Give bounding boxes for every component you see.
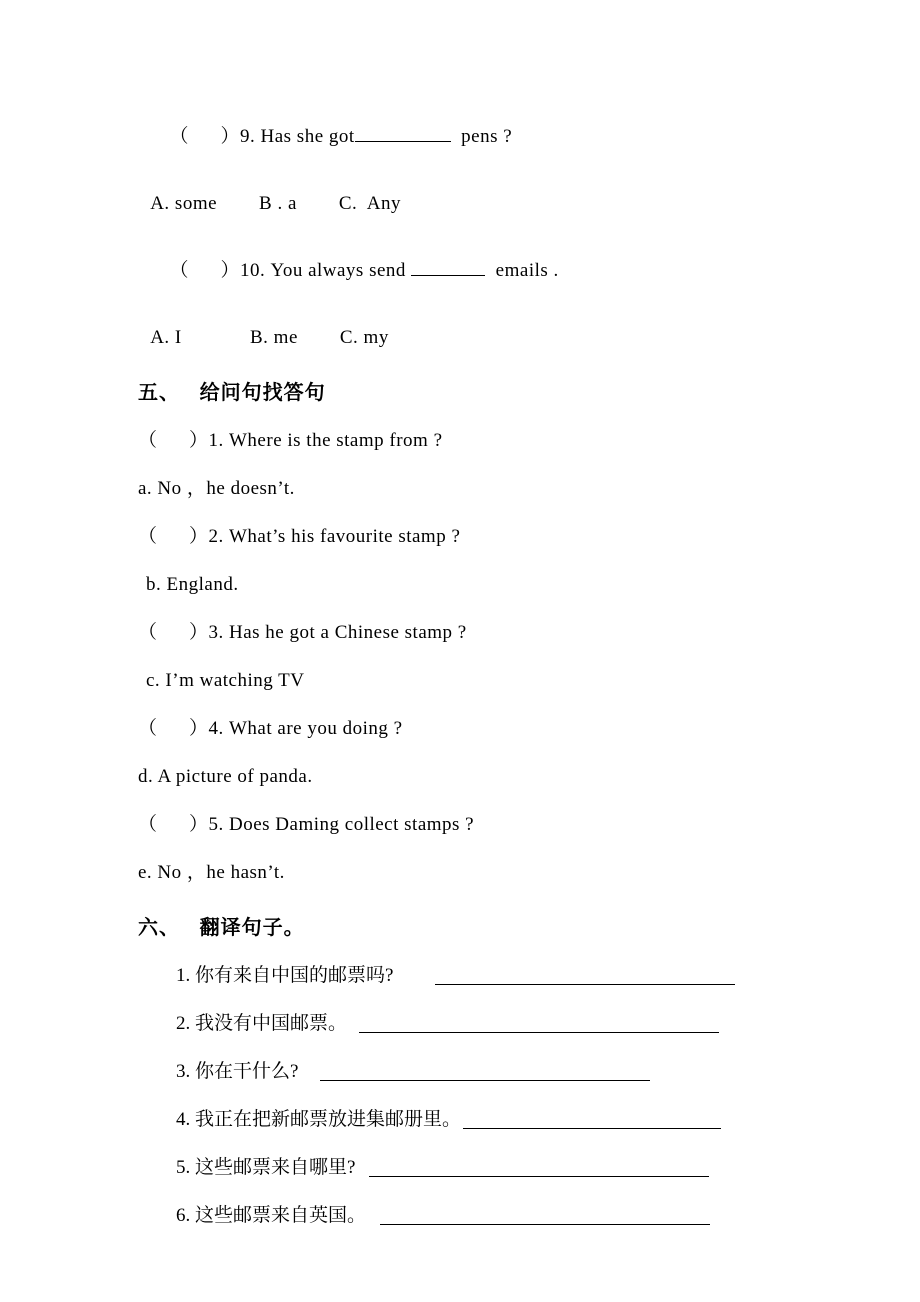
question-row bbox=[138, 108, 818, 165]
worksheet-content bbox=[138, 108, 818, 1254]
item-text: 这些邮票来自哪里? bbox=[195, 1157, 356, 1178]
list-item bbox=[138, 966, 818, 985]
question-row bbox=[138, 242, 818, 299]
match-question: （ ）1. Where is the stamp from ? bbox=[138, 430, 443, 451]
write-blank[interactable] bbox=[380, 1209, 710, 1225]
match-answer: d. A picture of panda. bbox=[138, 766, 313, 787]
section-number: 五、 bbox=[138, 382, 180, 404]
item-text: 这些邮票来自英国。 bbox=[195, 1205, 367, 1226]
item-number: 2. bbox=[176, 1013, 191, 1034]
item-text: 你在干什么? bbox=[195, 1061, 299, 1082]
answer-blank[interactable] bbox=[411, 261, 485, 276]
question-text-after: pens ? bbox=[461, 126, 513, 147]
write-blank[interactable] bbox=[369, 1161, 709, 1177]
list-item bbox=[138, 1158, 818, 1177]
list-item bbox=[138, 1206, 818, 1225]
section-heading-6 bbox=[138, 911, 818, 940]
list-item bbox=[138, 1014, 818, 1033]
match-question: （ ）3. Has he got a Chinese stamp ? bbox=[138, 622, 467, 643]
write-blank[interactable] bbox=[320, 1065, 650, 1081]
section-title: 给问句找答句 bbox=[199, 382, 326, 404]
list-item bbox=[138, 1110, 818, 1129]
item-number: 1. bbox=[176, 965, 191, 986]
options-row[interactable]: A. some B . a C. Any bbox=[146, 193, 401, 214]
section-heading-5 bbox=[138, 376, 818, 405]
match-answer: b. England. bbox=[146, 574, 239, 595]
question-text: （ ）9. Has she got bbox=[169, 126, 355, 147]
item-text: 你有来自中国的邮票吗? bbox=[195, 965, 394, 986]
match-answer: c. I’m watching TV bbox=[146, 670, 305, 691]
section-number: 六、 bbox=[138, 917, 180, 939]
options-row[interactable]: A. I B. me C. my bbox=[146, 327, 389, 348]
match-answer: a. No ，he doesn’t. bbox=[138, 478, 295, 499]
question-text: （ ）10. You always send bbox=[169, 260, 406, 281]
answer-blank[interactable] bbox=[355, 127, 451, 142]
write-blank[interactable] bbox=[435, 969, 735, 985]
item-number: 4. bbox=[176, 1109, 191, 1130]
item-number: 5. bbox=[176, 1157, 191, 1178]
translate-list bbox=[138, 966, 818, 1225]
question-text-after: emails . bbox=[495, 260, 559, 281]
match-question: （ ）2. What’s his favourite stamp ? bbox=[138, 526, 461, 547]
write-blank[interactable] bbox=[463, 1113, 721, 1129]
match-question: （ ）4. What are you doing ? bbox=[138, 718, 403, 739]
item-number: 6. bbox=[176, 1205, 191, 1226]
match-question: （ ）5. Does Daming collect stamps ? bbox=[138, 814, 475, 835]
item-text: 我没有中国邮票。 bbox=[195, 1013, 348, 1034]
match-answer: e. No ，he hasn’t. bbox=[138, 862, 285, 883]
list-item bbox=[138, 1062, 818, 1081]
write-blank[interactable] bbox=[359, 1017, 719, 1033]
section-title: 翻译句子。 bbox=[199, 917, 305, 939]
item-number: 3. bbox=[176, 1061, 191, 1082]
item-text: 我正在把新邮票放进集邮册里。 bbox=[195, 1109, 462, 1130]
